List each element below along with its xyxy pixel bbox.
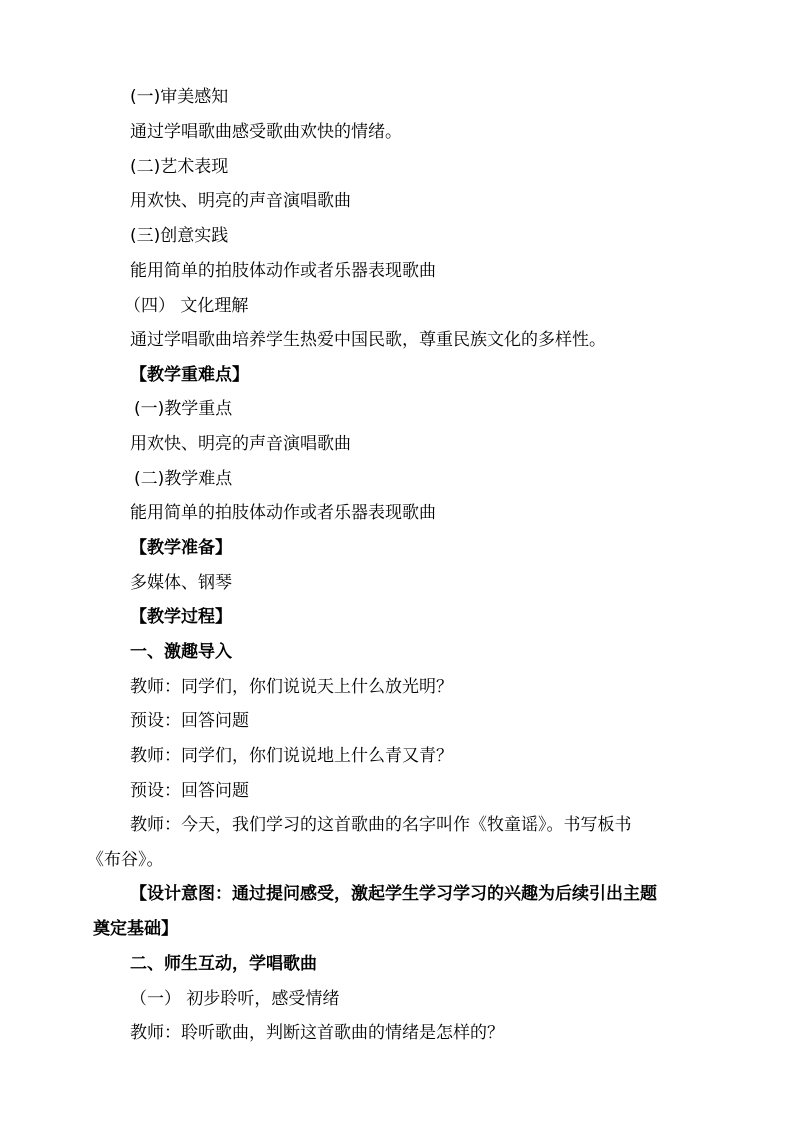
section-cultural-understanding-heading: （四） 文化理解 — [124, 296, 249, 316]
teacher-line-2: 教师：同学们，你们说说地上什么青又青？ — [130, 746, 453, 766]
design-intent-line: 【设计意图：通过提问感受，激起学生学习学习的兴趣为后续引出主题 — [130, 884, 657, 904]
preset-line-2: 预设：回答问题 — [130, 781, 249, 801]
artistic-expression-text: 用欢快、明亮的声音演唱歌曲 — [130, 191, 351, 211]
preset-line-1: 预设：回答问题 — [130, 711, 249, 731]
section-artistic-expression-heading: (二)艺术表现 — [130, 157, 229, 177]
teaching-preparation-text: 多媒体、钢琴 — [130, 573, 232, 593]
teacher-line-3-continued: 《布谷》。 — [87, 850, 164, 870]
teaching-preparation-heading: 【教学准备】 — [130, 538, 232, 558]
teaching-process-heading: 【教学过程】 — [130, 607, 232, 627]
section-creative-practice-heading: (三)创意实践 — [130, 226, 229, 246]
part-two-heading: 二、师生互动，学唱歌曲 — [130, 954, 317, 974]
design-intent-line-continued: 奠定基础】 — [93, 919, 178, 939]
teaching-key-point-heading: (一)教学重点 — [134, 399, 233, 419]
first-listening-heading: （一） 初步聆听，感受情绪 — [130, 989, 340, 1009]
part-one-heading: 一、激趣导入 — [130, 642, 232, 662]
section-aesthetic-perception-heading: (一)审美感知 — [130, 87, 229, 107]
teacher-line-3: 教师：今天，我们学习的这首歌曲的名字叫作《牧童谣》。书写板书 — [130, 815, 632, 835]
aesthetic-perception-text: 通过学唱歌曲感受歌曲欢快的情绪。 — [130, 122, 402, 142]
teaching-difficult-point-heading: (二)教学难点 — [134, 469, 233, 489]
teaching-difficult-point-text: 能用简单的拍肢体动作或者乐器表现歌曲 — [130, 503, 436, 523]
teacher-line-4: 教师：聆听歌曲，判断这首歌曲的情绪是怎样的？ — [130, 1023, 504, 1043]
key-difficult-points-heading: 【教学重难点】 — [130, 365, 249, 385]
cultural-understanding-text: 通过学唱歌曲培养学生热爱中国民歌，尊重民族文化的多样性。 — [130, 330, 606, 350]
teaching-key-point-text: 用欢快、明亮的声音演唱歌曲 — [130, 434, 351, 454]
teacher-line-1: 教师：同学们，你们说说天上什么放光明？ — [130, 677, 453, 697]
creative-practice-text: 能用简单的拍肢体动作或者乐器表现歌曲 — [130, 261, 436, 281]
